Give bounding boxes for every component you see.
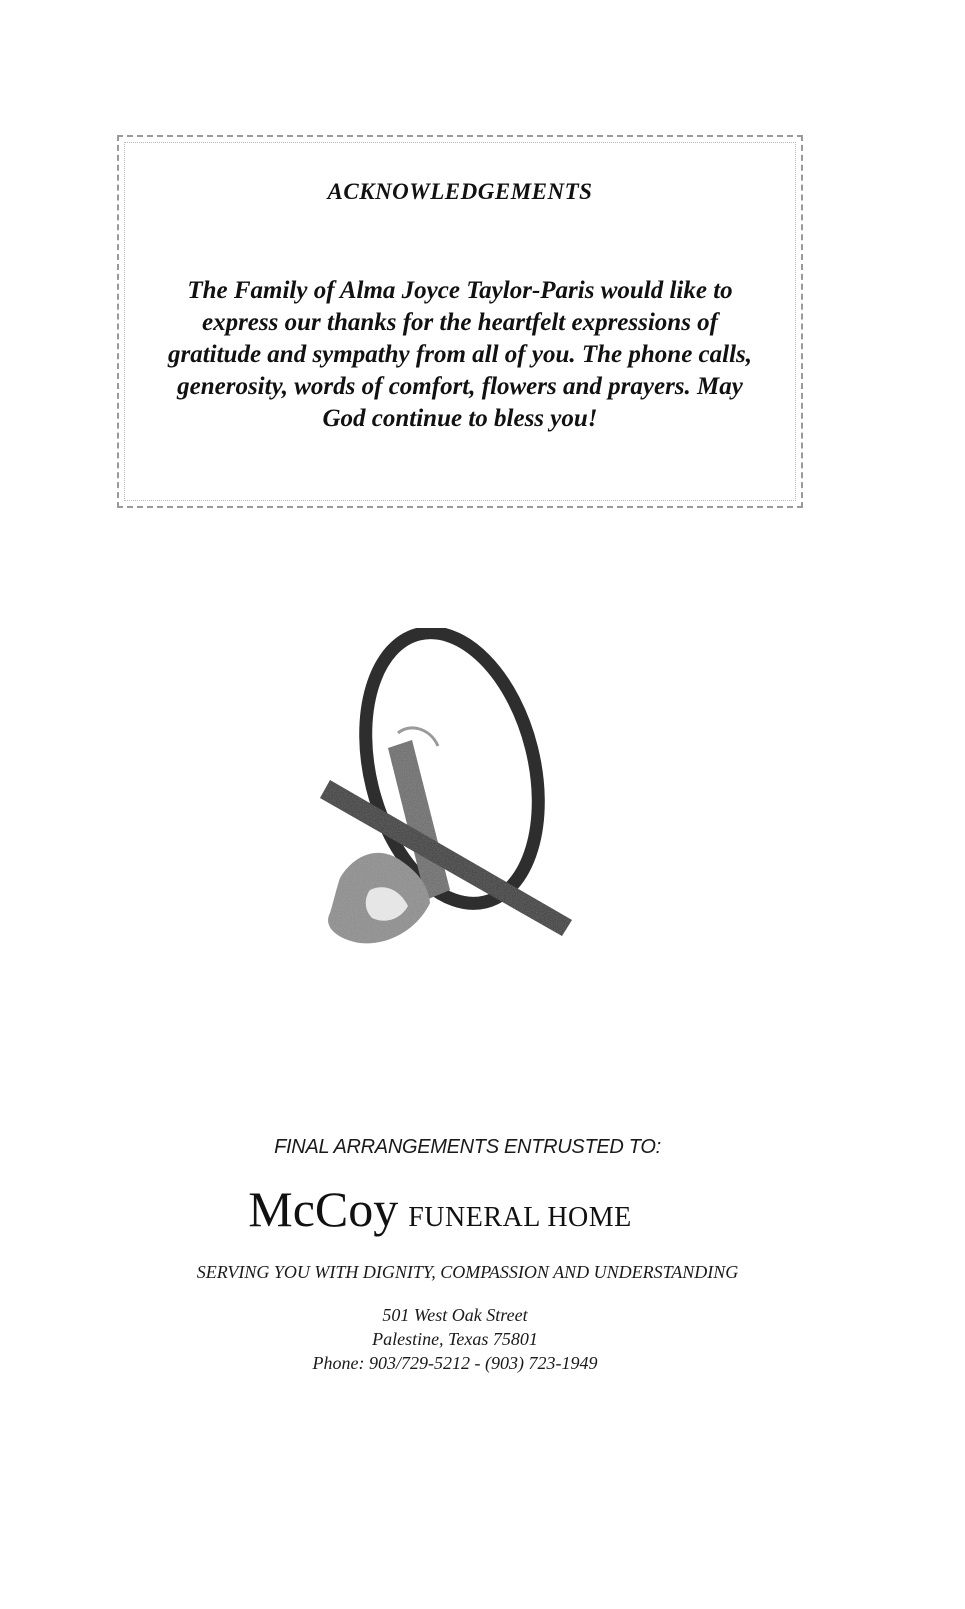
- address-phone: Phone: 903/729-5212 - (903) 723-1949: [312, 1353, 598, 1373]
- address-city: Palestine, Texas 75801: [372, 1329, 538, 1349]
- acknowledgements-message: The Family of Alma Joyce Taylor-Paris would like to express our thanks for the heartfelt expressions of gratitude and sympathy from all of you. The phone calls, generosity, words of comfort, flowers and prayers. May God continue to bless you!: [167, 277, 753, 432]
- funeral-home-address: [0, 1303, 910, 1375]
- funeral-home-name: [0, 1180, 880, 1238]
- address-street: 501 West Oak Street: [382, 1305, 528, 1325]
- funeral-home-name-secondary: FUNERAL HOME: [408, 1202, 632, 1233]
- funeral-home-name-primary: McCoy: [248, 1181, 399, 1237]
- final-arrangements-label: FINAL ARRANGEMENTS ENTRUSTED TO:: [274, 1136, 661, 1158]
- acknowledgements-frame: [117, 135, 803, 508]
- funeral-home-tagline: SERVING YOU WITH DIGNITY, COMPASSION AND UNDERSTANDING: [196, 1262, 739, 1282]
- cross-with-ring-and-dove-icon: [300, 628, 580, 963]
- acknowledgements-title: ACKNOWLEDGEMENTS: [327, 179, 593, 204]
